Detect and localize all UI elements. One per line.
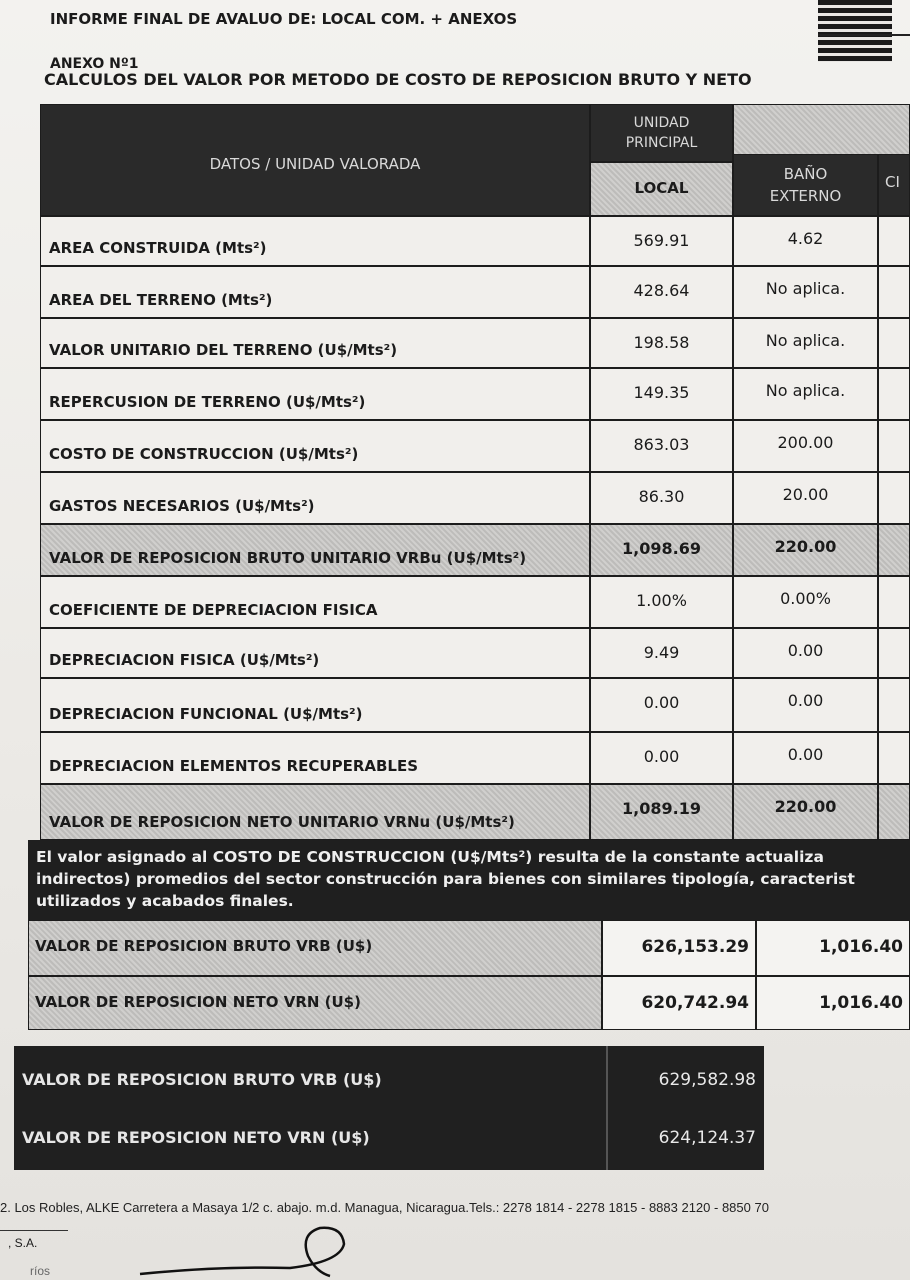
table-cell-bano xyxy=(733,678,878,732)
table-cell-local xyxy=(590,732,733,784)
table-row-label: GASTOS NECESARIOS (U$/Mts²) xyxy=(49,497,315,515)
table-row-label: COSTO DE CONSTRUCCION (U$/Mts²) xyxy=(49,445,359,463)
col-partial-header xyxy=(878,154,910,216)
table-cell-local xyxy=(590,318,733,368)
table-value-local: 0.00 xyxy=(643,747,680,766)
table-cell-local xyxy=(590,784,733,840)
table-row-label: VALOR UNITARIO DEL TERRENO (U$/Mts²) xyxy=(49,341,398,359)
note-line-1: El valor asignado al COSTO DE CONSTRUCCION (U$/Mts²) resulta de la constante actualiza xyxy=(36,848,824,866)
table-cell-partial xyxy=(878,266,910,318)
summary-vrb-local-value: 626,153.29 xyxy=(641,937,749,957)
totals-block xyxy=(14,1046,764,1170)
table-value-bano: 0.00% xyxy=(780,589,831,608)
table-row-label: VALOR DE REPOSICION BRUTO UNITARIO VRBu (U$/Mts²) xyxy=(49,549,527,567)
group-header xyxy=(590,104,733,162)
construction-cost-note xyxy=(28,840,910,920)
table-cell-bano xyxy=(733,472,878,524)
cut-off-text: ríos xyxy=(30,1264,51,1278)
table-cell-bano xyxy=(733,318,878,368)
table-value-local: 9.49 xyxy=(643,643,680,662)
table-cell-partial xyxy=(878,318,910,368)
table-cell-partial xyxy=(878,472,910,524)
table-cell-local xyxy=(590,524,733,576)
company-logo-icon xyxy=(818,0,892,62)
table-cell-bano xyxy=(733,420,878,472)
table-cell-local xyxy=(590,628,733,678)
annex-number: ANEXO Nº1 xyxy=(50,56,139,72)
summary-vrn-local-value: 620,742.94 xyxy=(641,993,749,1013)
summary-vrb-bano-value: 1,016.40 xyxy=(819,937,903,957)
summary-vrn-label: VALOR DE REPOSICION NETO VRN (U$) xyxy=(35,993,361,1011)
logo-rule xyxy=(818,34,910,36)
table-cell-bano xyxy=(733,784,878,840)
note-line-2: indirectos) promedios del sector construcción para bienes con similares tipología, caracterist xyxy=(36,870,855,888)
table-cell-local xyxy=(590,368,733,420)
total-vrb-row xyxy=(14,1050,764,1108)
valuation-table xyxy=(40,104,910,840)
table-cell-partial xyxy=(878,368,910,420)
table-cell-partial xyxy=(878,732,910,784)
table-value-bano: 4.62 xyxy=(787,229,824,248)
table-row-label: VALOR DE REPOSICION NETO UNITARIO VRNu (U$/Mts²) xyxy=(49,813,515,831)
table-row-label-cell xyxy=(40,368,590,420)
report-title: INFORME FINAL DE AVALUO DE: LOCAL COM. + ANEXOS xyxy=(50,10,518,28)
table-value-bano: 220.00 xyxy=(774,537,837,556)
table-value-local: 149.35 xyxy=(633,383,690,402)
table-value-bano: 0.00 xyxy=(787,691,824,710)
table-cell-partial xyxy=(878,524,910,576)
table-value-bano: No aplica. xyxy=(765,331,846,350)
total-vrn-value: 624,124.37 xyxy=(658,1128,756,1148)
table-cell-partial xyxy=(878,576,910,628)
data-column-header-label: DATOS / UNIDAD VALORADA xyxy=(209,155,421,173)
col-bano-label: BAÑO EXTERNO xyxy=(769,165,842,205)
table-value-bano: No aplica. xyxy=(765,381,846,400)
table-row-label-cell xyxy=(40,732,590,784)
table-cell-partial xyxy=(878,216,910,266)
table-value-bano: No aplica. xyxy=(765,279,846,298)
table-value-local: 86.30 xyxy=(638,487,685,506)
table-cell-bano xyxy=(733,368,878,420)
table-cell-local xyxy=(590,266,733,318)
table-row-label-cell xyxy=(40,576,590,628)
table-value-local: 198.58 xyxy=(633,333,690,352)
table-value-local: 569.91 xyxy=(633,231,690,250)
table-value-bano: 0.00 xyxy=(787,641,824,660)
table-row-label-cell xyxy=(40,784,590,840)
table-value-local: 428.64 xyxy=(633,281,690,300)
summary-vrb-label: VALOR DE REPOSICION BRUTO VRB (U$) xyxy=(35,937,373,955)
table-cell-bano xyxy=(733,576,878,628)
table-row-label-cell xyxy=(40,472,590,524)
table-value-local: 0.00 xyxy=(643,693,680,712)
summary-vrn-label-cell xyxy=(28,976,602,1030)
table-row-label-cell xyxy=(40,266,590,318)
total-vrn-label: VALOR DE REPOSICION NETO VRN (U$) xyxy=(22,1128,370,1147)
table-value-local: 1,098.69 xyxy=(622,539,701,558)
table-cell-partial xyxy=(878,784,910,840)
table-value-local: 1,089.19 xyxy=(622,799,701,818)
table-cell-bano xyxy=(733,628,878,678)
summary-vrn-bano-cell xyxy=(756,976,910,1030)
table-row-label: COEFICIENTE DE DEPRECIACION FISICA xyxy=(49,601,378,619)
total-vrn-row xyxy=(14,1108,764,1166)
data-column-header xyxy=(40,104,590,216)
note-line-3: utilizados y acabados finales. xyxy=(36,892,294,910)
footer-address: 2. Los Robles, ALKE Carretera a Masaya 1/2 c. abajo. m.d. Managua, Nicaragua.Tels.: 2278 1814 - 2278 1815 - 8883 2120 - 8850 70 xyxy=(0,1200,769,1215)
table-value-bano: 20.00 xyxy=(782,485,829,504)
table-cell-local xyxy=(590,678,733,732)
table-row-label-cell xyxy=(40,318,590,368)
table-value-bano: 220.00 xyxy=(774,797,837,816)
table-cell-bano xyxy=(733,732,878,784)
table-cell-partial xyxy=(878,628,910,678)
table-cell-bano xyxy=(733,266,878,318)
col-local-label: LOCAL xyxy=(634,179,689,197)
table-cell-local xyxy=(590,420,733,472)
table-row-label-cell xyxy=(40,420,590,472)
table-cell-bano xyxy=(733,216,878,266)
footer-company: , S.A. xyxy=(8,1236,38,1250)
table-row-label-cell xyxy=(40,216,590,266)
total-vrb-label: VALOR DE REPOSICION BRUTO VRB (U$) xyxy=(22,1070,382,1089)
table-value-bano: 0.00 xyxy=(787,745,824,764)
table-cell-local xyxy=(590,472,733,524)
table-row-label: DEPRECIACION ELEMENTOS RECUPERABLES xyxy=(49,757,419,775)
table-row-label: DEPRECIACION FISICA (U$/Mts²) xyxy=(49,651,320,669)
table-row-label: REPERCUSION DE TERRENO (U$/Mts²) xyxy=(49,393,366,411)
table-cell-bano xyxy=(733,524,878,576)
summary-vrb-bano-cell xyxy=(756,920,910,976)
table-value-local: 1.00% xyxy=(636,591,687,610)
summary-vrn-bano-value: 1,016.40 xyxy=(819,993,903,1013)
table-cell-local xyxy=(590,216,733,266)
signature-icon xyxy=(130,1222,370,1280)
table-row-label-cell xyxy=(40,524,590,576)
table-row-label: AREA DEL TERRENO (Mts²) xyxy=(49,291,273,309)
table-row-label: DEPRECIACION FUNCIONAL (U$/Mts²) xyxy=(49,705,363,723)
col-partial-label: CI xyxy=(885,173,900,191)
company-rule xyxy=(0,1230,68,1231)
table-row-label: AREA CONSTRUIDA (Mts²) xyxy=(49,239,267,257)
calc-title: CALCULOS DEL VALOR POR METODO DE COSTO DE REPOSICION BRUTO Y NETO xyxy=(44,70,752,89)
table-value-bano: 200.00 xyxy=(777,433,834,452)
total-vrb-value: 629,582.98 xyxy=(658,1070,756,1090)
col-local-header xyxy=(590,162,733,216)
table-row-label-cell xyxy=(40,678,590,732)
table-cell-partial xyxy=(878,678,910,732)
table-value-local: 863.03 xyxy=(633,435,690,454)
col-bano-header xyxy=(733,154,878,216)
table-cell-partial xyxy=(878,420,910,472)
table-cell-local xyxy=(590,576,733,628)
summary-vrn-local-cell xyxy=(602,976,756,1030)
summary-vrb-local-cell xyxy=(602,920,756,976)
table-row-label-cell xyxy=(40,628,590,678)
summary-vrb-label-cell xyxy=(28,920,602,976)
group-header-label: UNIDAD PRINCIPAL xyxy=(625,115,698,151)
totals-divider xyxy=(606,1046,608,1170)
